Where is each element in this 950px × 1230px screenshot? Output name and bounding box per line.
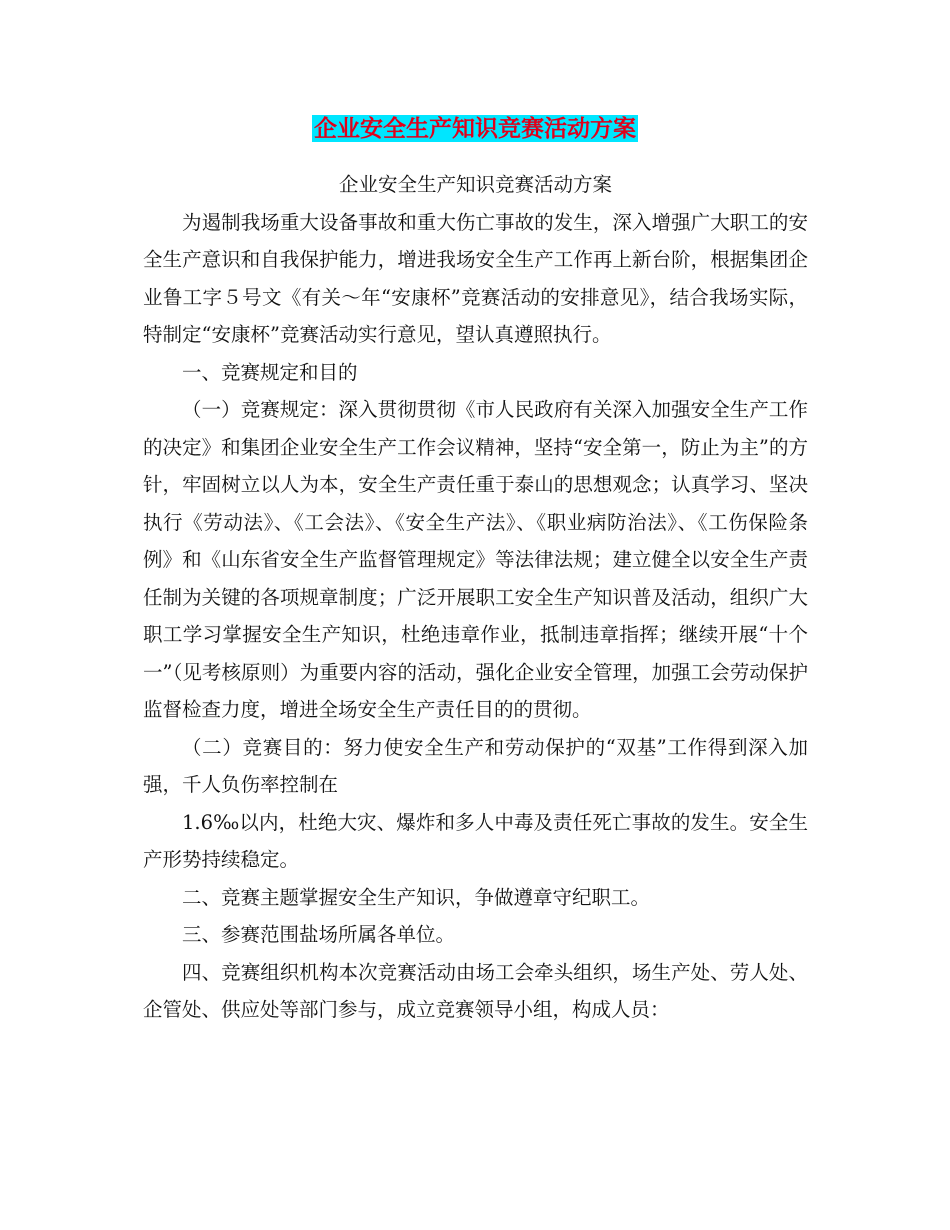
document-subtitle: 企业安全生产知识竞赛活动方案 (338, 173, 612, 196)
section-heading-1: 一、竞赛规定和目的 (182, 360, 358, 384)
goal-continuation-paragraph: 1.6‰以内，杜绝大灾、爆炸和多人中毒及责任死亡事故的发生。安全生产形势持续稳定。 (143, 810, 808, 871)
document-body (143, 166, 808, 1029)
competition-goal-paragraph: （二）竞赛目的：努力使安全生产和劳动保护的“双基”工作得到深入加强，千人负伤率控制在 (143, 735, 808, 796)
section-heading-2: 二、竞赛主题掌握安全生产知识，争做遵章守纪职工。 (182, 885, 651, 909)
competition-rules-paragraph: （一）竞赛规定：深入贯彻贯彻《市人民政府有关深入加强安全生产工作的决定》和集团企业安全生产工作会议精神，坚持“安全第一，防止为主”的方针，牢固树立以人为本，安全生产责任重于泰山的思想观念；认真学习、坚决执行《劳动法》、《工会法》、《安全生产法》、《职业病防治法》、《工伤保险条例》和《山东省安全生产监督管理规定》等法律法规；建立健全以安全生产责任制为关键的各项规章制度；广泛开展职工安全生产知识普及活动，组织广大职工学习掌握安全生产知识，杜绝违章作业，抵制违章指挥；继续开展“十个一”（见考核原则）为重要内容的活动，强化企业安全管理，加强工会劳动保护监督检查力度，增进全场安全生产责任目的的贯彻。 (143, 398, 808, 721)
section-heading-4: 四、竞赛组织机构本次竞赛活动由场工会牵头组织，场生产处、劳人处、企管处、供应处等部门参与，成立竞赛领导小组，构成人员： (143, 960, 808, 1021)
section-heading-3: 三、参赛范围盐场所属各单位。 (182, 923, 456, 946)
document-title (0, 112, 950, 146)
highlighted-title-text: 企业安全生产知识竞赛活动方案 (314, 115, 636, 142)
intro-paragraph: 为遏制我场重大设备事故和重大伤亡事故的发生，深入增强广大职工的安全生产意识和自我保护能力，增进我场安全生产工作再上新台阶，根据集团企业鲁工字５号文《有关～年“安康杯”竞赛活动的安排意见》，结合我场实际，特制定“安康杯”竞赛活动实行意见，望认真遵照执行。 (143, 210, 808, 346)
